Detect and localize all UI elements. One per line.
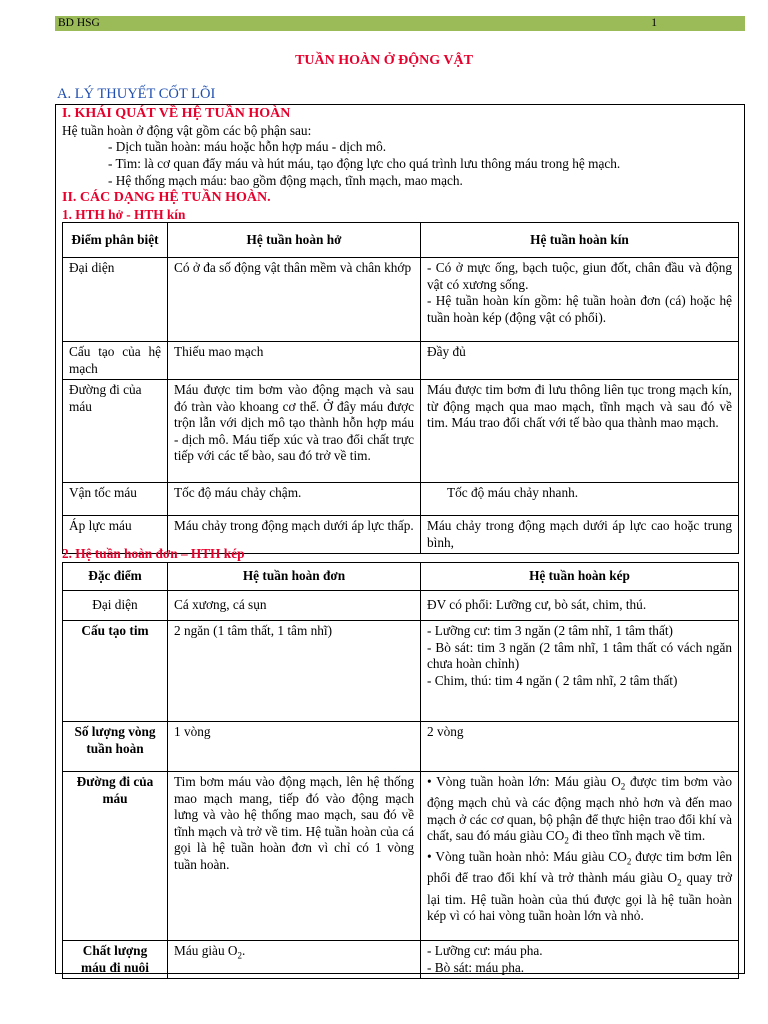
- table-row: [63, 621, 739, 722]
- part1-intro: Hệ tuần hoàn ở động vật gồm các bộ phận sau:: [62, 123, 312, 138]
- row-label: Cấu tạo của hệ mạch: [63, 342, 168, 380]
- row-label: Vận tốc máu: [63, 483, 168, 516]
- cell-line: - Chim, thú: tim 4 ngăn ( 2 tâm nhĩ, 2 tâm thất): [427, 672, 678, 688]
- cell-double: [421, 772, 739, 941]
- section-heading: A. LÝ THUYẾT CỐT LÕI: [57, 86, 216, 102]
- subsection-heading: 1. HTH hở - HTH kín: [62, 207, 186, 222]
- cell-open: Máu chảy trong động mạch dưới áp lực thấp.: [168, 516, 421, 554]
- cell-single: 2 ngăn (1 tâm thất, 1 tâm nhĩ): [168, 621, 421, 722]
- subsection-heading: 2. Hệ tuần hoàn đơn – HTH kép: [62, 546, 245, 561]
- cell-line: - Có ở mực ống, bạch tuộc, giun đốt, chân đầu và động vật có xương sống.: [427, 260, 732, 292]
- cell-double: 2 vòng: [421, 722, 739, 772]
- table-row: [63, 380, 739, 483]
- comparison-table-single-double: [62, 562, 739, 979]
- cell-double: [421, 621, 739, 722]
- row-label: Đại diện: [63, 591, 168, 621]
- row-label: Chất lượng máu đi nuôi: [63, 941, 168, 979]
- text-run: • Vòng tuần hoàn nhỏ: Máu giàu CO: [427, 849, 627, 865]
- header-label: BD HSG: [58, 17, 100, 29]
- text-run: được tim bơm lên phổi để trao đổi khí và trở thành máu giàu O: [427, 849, 732, 886]
- cell-double: [421, 941, 739, 979]
- table-row: [63, 722, 739, 772]
- subscript: 2: [626, 856, 632, 867]
- cell-line: - Lưỡng cư: máu pha.: [427, 943, 543, 958]
- part2-heading: II. CÁC DẠNG HỆ TUẦN HOÀN.: [62, 190, 271, 205]
- cell-open: Tốc độ máu chảy chậm.: [168, 483, 421, 516]
- column-header: Hệ tuần hoàn đơn: [168, 563, 421, 591]
- table-row: [63, 483, 739, 516]
- text-run: quay trở lại tim. Hệ tuần hoàn của thú được gọi là hệ tuần hoàn kép vì có hai vòng tuần hoàn lớn và nhỏ.: [427, 870, 732, 924]
- cell-single: 1 vòng: [168, 722, 421, 772]
- column-header: Điểm phân biệt: [63, 223, 168, 258]
- page-title: TUẦN HOÀN Ở ĐỘNG VẬT: [295, 53, 473, 68]
- table-row: [63, 258, 739, 342]
- column-header: Hệ tuần hoàn kép: [421, 563, 739, 591]
- cell-line: [427, 849, 732, 924]
- cell-closed: Tốc độ máu chảy nhanh.: [421, 483, 739, 516]
- text-run: .: [242, 943, 246, 958]
- subscript: 2: [237, 950, 243, 961]
- text-run: Máu giàu O: [174, 943, 238, 958]
- cell-single: [168, 941, 421, 979]
- cell-open: Máu được tim bơm vào động mạch và sau đó tràn vào khoang cơ thể. Ở đây máu được trộn lẫn với dịch mô tạo thành hỗn hợp máu - dịch mô. Máu tiếp xúc và trao đổi chất trực tiếp với các tế bào, sau đó trở về tim.: [168, 380, 421, 483]
- cell-single: Tim bơm máu vào động mạch, lên hệ thống mao mạch mang, tiếp đó vào động mạch lưng và vào hệ thống mao mạch, sau đó về tĩnh mạch và trở về tim. Hệ tuần hoàn của cá gọi là hệ tuần hoàn đơn vì chỉ có 1 vòng tuần hoàn.: [168, 772, 421, 941]
- cell-open: Thiếu mao mạch: [168, 342, 421, 380]
- part1-heading: I. KHÁI QUÁT VỀ HỆ TUẦN HOÀN: [62, 106, 291, 121]
- header-bar: [55, 16, 745, 31]
- row-label: Đường đi của máu: [63, 380, 168, 483]
- row-label: Đại diện: [63, 258, 168, 342]
- part1-item: - Hệ thống mạch máu: bao gồm động mạch, tĩnh mạch, mao mạch.: [108, 173, 463, 188]
- cell-double: ĐV có phổi: Lưỡng cư, bò sát, chim, thú.: [421, 591, 739, 621]
- row-label: Số lượng vòng tuần hoàn: [63, 722, 168, 772]
- table-row: [63, 591, 739, 621]
- cell-line: - Bò sát: tim 3 ngăn (2 tâm nhĩ, 1 tâm thất có vách ngăn chưa hoàn chỉnh): [427, 639, 732, 671]
- cell-open: Có ở đa số động vật thân mềm và chân khớp: [168, 258, 421, 342]
- row-label: Áp lực máu: [63, 516, 168, 554]
- cell-line: - Bò sát: máu pha.: [427, 959, 525, 975]
- column-header: Hệ tuần hoàn kín: [421, 223, 739, 258]
- cell-line: [427, 774, 732, 849]
- text-run: được tim bơm vào động mạch chủ và các động mạch nhỏ hơn và đến mao mạch ở các cơ quan, bộ phận để thực hiện trao đổi khí và chất, sau đó máu giàu CO: [427, 774, 732, 844]
- part1-item: - Dịch tuần hoàn: máu hoặc hỗn hợp máu - dịch mô.: [108, 139, 387, 154]
- subscript: 2: [620, 781, 626, 792]
- table-row: [63, 342, 739, 380]
- row-label: Cấu tạo tim: [63, 621, 168, 722]
- column-header: Đặc điểm: [63, 563, 168, 591]
- text-run: đi theo tĩnh mạch về tim.: [568, 828, 706, 844]
- column-header: Hệ tuần hoàn hở: [168, 223, 421, 258]
- cell-closed: [421, 258, 739, 342]
- cell-closed: Máu chảy trong động mạch dưới áp lực cao hoặc trung bình,: [421, 516, 739, 554]
- cell-line: - Hệ tuần hoàn kín gồm: hệ tuần hoàn đơn (cá) hoặc hệ tuần hoàn kép (động vật có phổi).: [427, 293, 732, 325]
- cell-closed: Đầy đủ: [421, 342, 739, 380]
- subscript: 2: [677, 878, 682, 889]
- table-row: [63, 941, 739, 979]
- cell-closed: Máu được tim bơm đi lưu thông liên tục trong mạch kín, từ động mạch qua mao mạch, tĩnh mạch và sau đó về tim. Máu trao đổi chất với tế bào qua thành mao mạch.: [421, 380, 739, 483]
- text-run: • Vòng tuần hoàn lớn: Máu giàu O: [427, 774, 621, 789]
- table-row: [63, 772, 739, 941]
- cell-single: Cá xương, cá sụn: [168, 591, 421, 621]
- comparison-table-open-closed: [62, 222, 739, 554]
- row-label: Đường đi của máu: [63, 772, 168, 941]
- subscript: 2: [564, 835, 569, 846]
- page-number: 1: [651, 17, 657, 29]
- part1-item: - Tim: là cơ quan đẩy máu và hút máu, tạo động lực cho quá trình lưu thông máu trong hệ mạch.: [108, 156, 621, 171]
- cell-line: - Lưỡng cư: tim 3 ngăn (2 tâm nhĩ, 1 tâm thất): [427, 623, 673, 638]
